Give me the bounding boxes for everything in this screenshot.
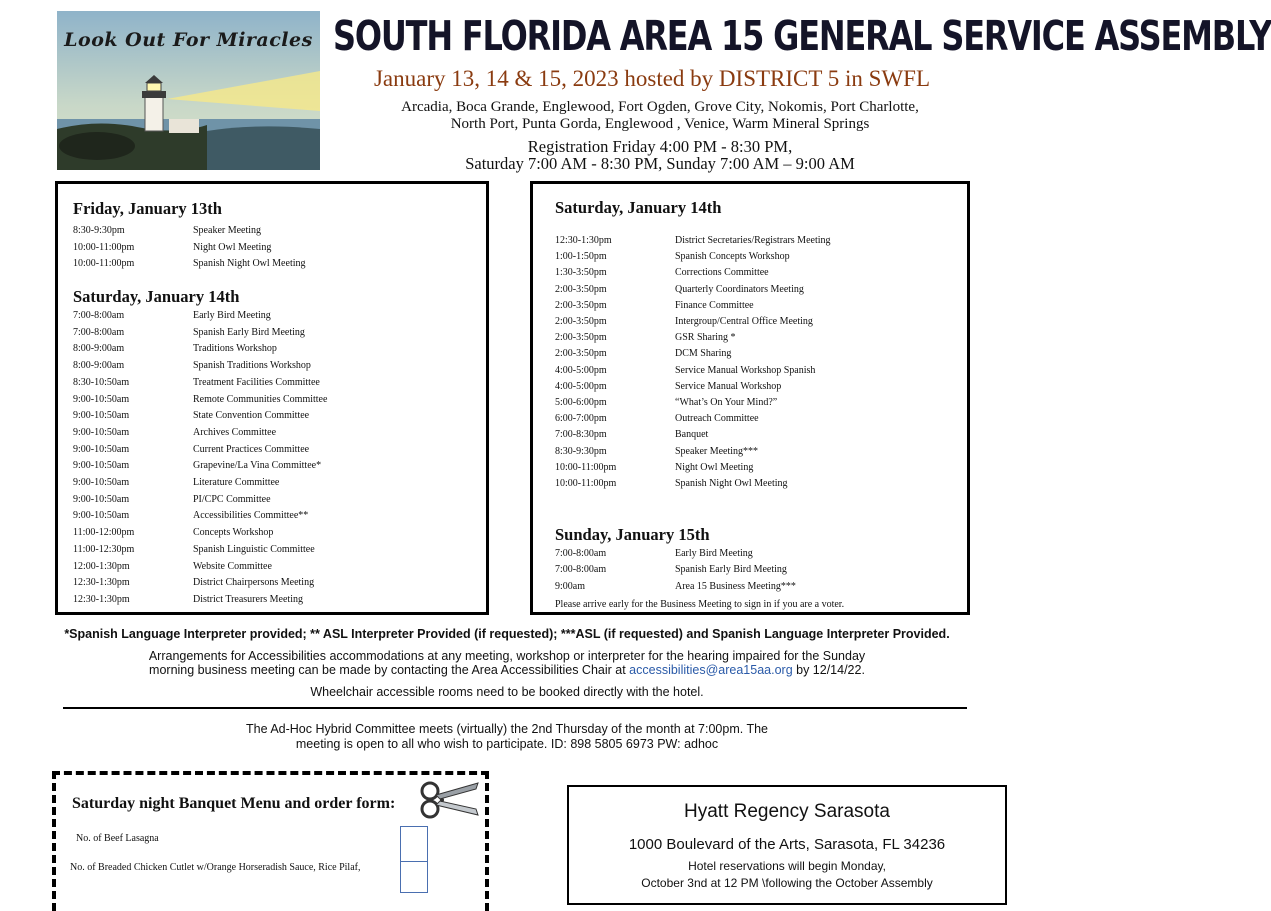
- schedule-event: Spanish Traditions Workshop: [193, 360, 311, 372]
- schedule-event: Literature Committee: [193, 477, 280, 488]
- schedule-event: District Treasurers Meeting: [193, 593, 303, 605]
- schedule-row: [73, 544, 433, 558]
- schedule-time: 7:00-8:00am: [555, 548, 607, 559]
- schedule-row: [73, 242, 433, 256]
- schedule-time: 9:00-10:50am: [73, 426, 130, 438]
- schedule-event: Spanish Linguistic Committee: [193, 543, 315, 555]
- schedule-event: Outreach Committee: [675, 413, 759, 425]
- chicken-cutlet-label: No. of Breaded Chicken Cutlet w/Orange Horseradish Sauce, Rice Pilaf,: [70, 862, 361, 873]
- schedule-event: Banquet: [675, 429, 709, 441]
- schedule-row: [555, 267, 915, 281]
- schedule-row: [73, 460, 433, 474]
- saturday-heading: Saturday, January 14th: [73, 287, 240, 306]
- schedule-time: 2:00-3:50pm: [555, 316, 607, 327]
- registration-line-1: Registration Friday 4:00 PM - 8:30 PM,: [527, 137, 793, 156]
- schedule-event: Accessibilities Committee**: [193, 510, 309, 522]
- schedule-time: 7:00-8:00am: [73, 326, 125, 338]
- schedule-event: Speaker Meeting***: [675, 445, 759, 457]
- schedule-row: [555, 235, 915, 249]
- schedule-row: [73, 394, 433, 408]
- schedule-row: [73, 577, 433, 591]
- schedule-event: Current Practices Committee: [193, 443, 310, 455]
- schedule-row: [555, 446, 915, 460]
- schedule-event: Early Bird Meeting: [193, 310, 271, 321]
- saturday-heading-right: Saturday, January 14th: [555, 198, 722, 217]
- schedule-time: 7:00-8:00am: [73, 310, 125, 321]
- sunday-heading: Sunday, January 15th: [555, 525, 710, 544]
- schedule-row: [555, 316, 915, 330]
- schedule-event: Quarterly Coordinators Meeting: [675, 283, 804, 295]
- schedule-row: [73, 444, 433, 458]
- schedule-row: [73, 410, 433, 424]
- schedule-row: [73, 561, 433, 575]
- schedule-row: [73, 594, 433, 608]
- schedule-time: 12:00-1:30pm: [73, 560, 130, 572]
- scissors-icon: [418, 777, 482, 824]
- chicken-quantity-box[interactable]: [400, 861, 428, 893]
- schedule-time: 9:00-10:50am: [73, 410, 130, 422]
- divider: [63, 707, 967, 709]
- schedule-time: 12:30-1:30pm: [73, 577, 130, 589]
- schedule-event: “What’s On Your Mind?”: [675, 397, 778, 408]
- wheelchair-note: Wheelchair accessible rooms need to be booked directly with the hotel.: [310, 685, 704, 699]
- schedule-time: 2:00-3:50pm: [555, 283, 607, 295]
- accessibility-arrangements-line-2: [40, 663, 974, 677]
- schedule-event: Intergroup/Central Office Meeting: [675, 316, 813, 327]
- schedule-time: 9:00-10:50am: [73, 510, 130, 522]
- schedule-event: Website Committee: [193, 560, 272, 572]
- banquet-title: Saturday night Banquet Menu and order form:: [72, 795, 396, 812]
- arrangements-deadline: by 12/14/22.: [792, 663, 865, 677]
- schedule-row: [555, 300, 915, 314]
- schedule-event: Spanish Early Bird Meeting: [193, 326, 305, 338]
- schedule-event: Service Manual Workshop: [675, 380, 782, 392]
- schedule-event: Speaker Meeting: [193, 225, 262, 236]
- schedule-row: [555, 332, 915, 346]
- schedule-time: 12:30-1:30pm: [555, 235, 612, 246]
- schedule-row: [555, 478, 915, 492]
- schedule-row: [73, 258, 433, 272]
- schedule-event: Spanish Night Owl Meeting: [675, 478, 788, 489]
- schedule-row: [73, 225, 433, 239]
- hotel-reservations-line-1: Hotel reservations will begin Monday,: [688, 859, 886, 873]
- accessibilities-email-link[interactable]: accessibilities@area15aa.org: [629, 663, 793, 677]
- schedule-time: 10:00-11:00pm: [555, 478, 617, 489]
- schedule-time: 1:30-3:50pm: [555, 267, 607, 279]
- beef-lasagna-label: No. of Beef Lasagna: [76, 833, 159, 844]
- schedule-row: [555, 548, 915, 562]
- lighthouse-logo-image: [57, 11, 320, 170]
- schedule-time: 10:00-11:00pm: [73, 258, 135, 270]
- schedule-row: [555, 365, 915, 379]
- schedule-event: Spanish Night Owl Meeting: [193, 258, 306, 270]
- schedule-event: State Convention Committee: [193, 410, 310, 422]
- schedule-row: [73, 360, 433, 374]
- schedule-event: District Chairpersons Meeting: [193, 577, 315, 589]
- schedule-time: 1:00-1:50pm: [555, 251, 607, 263]
- schedule-event: Early Bird Meeting: [675, 548, 753, 559]
- schedule-time: 8:00-9:00am: [73, 360, 125, 372]
- page-title: SOUTH FLORIDA AREA 15 GENERAL SERVICE ASSEMBLY: [333, 12, 1271, 60]
- schedule-time: 11:00-12:00pm: [73, 527, 135, 539]
- schedule-row: [73, 343, 433, 357]
- schedule-time: 4:00-5:00pm: [555, 364, 607, 376]
- banquet-order-form: [52, 771, 489, 911]
- schedule-row: [555, 348, 915, 362]
- schedule-row: [73, 377, 433, 391]
- logo-text: Look Out For Miracles: [64, 29, 313, 51]
- schedule-row: [73, 477, 433, 491]
- schedule-event: District Secretaries/Registrars Meeting: [675, 235, 831, 246]
- schedule-event: Night Owl Meeting: [675, 461, 754, 473]
- schedule-row: [555, 429, 915, 443]
- adhoc-line-1: The Ad-Hoc Hybrid Committee meets (virtually) the 2nd Thursday of the month at 7:00pm. The: [246, 722, 768, 736]
- schedule-time: 5:00-6:00pm: [555, 397, 607, 408]
- schedule-row: [555, 413, 915, 427]
- schedule-row: [555, 397, 915, 411]
- schedule-box-left: [55, 181, 489, 615]
- schedule-row: [555, 564, 915, 578]
- business-meeting-note: Please arrive early for the Business Meeting to sign in if you are a voter.: [555, 599, 845, 610]
- schedule-event: Area 15 Business Meeting***: [675, 580, 796, 592]
- arrangements-text: morning business meeting can be made by contacting the Area Accessibilities Chair at: [149, 663, 630, 677]
- schedule-time: 2:00-3:50pm: [555, 299, 607, 311]
- schedule-time: 6:00-7:00pm: [555, 413, 607, 425]
- cities-line-1: Arcadia, Boca Grande, Englewood, Fort Ogden, Grove City, Nokomis, Port Charlotte,: [401, 99, 919, 115]
- schedule-time: 4:00-5:00pm: [555, 380, 607, 392]
- schedule-row: [73, 494, 433, 508]
- schedule-time: 2:00-3:50pm: [555, 348, 607, 360]
- schedule-row: [555, 462, 915, 476]
- cities-line-2: North Port, Punta Gorda, Englewood , Venice, Warm Mineral Springs: [450, 116, 870, 132]
- schedule-time: 7:00-8:00am: [555, 564, 607, 576]
- schedule-row: [73, 310, 433, 324]
- hotel-info-box: [567, 785, 1007, 905]
- hotel-address: 1000 Boulevard of the Arts, Sarasota, FL 34236: [628, 836, 946, 853]
- hotel-name: Hyatt Regency Sarasota: [684, 801, 890, 822]
- schedule-event: Concepts Workshop: [193, 527, 274, 539]
- schedule-time: 10:00-11:00pm: [555, 461, 617, 473]
- registration-line-2: Saturday 7:00 AM - 8:30 PM, Sunday 7:00 AM – 9:00 AM: [465, 154, 855, 173]
- schedule-event: Finance Committee: [675, 299, 754, 311]
- schedule-event: Treatment Facilities Committee: [193, 376, 320, 388]
- schedule-row: [73, 327, 433, 341]
- schedule-time: 8:30-10:50am: [73, 376, 130, 388]
- schedule-event: Service Manual Workshop Spanish: [675, 364, 816, 376]
- event-dates: January 13, 14 & 15, 2023 hosted by DISTRICT 5 in SWFL: [373, 66, 931, 91]
- schedule-event: Grapevine/La Vina Committee*: [193, 460, 322, 472]
- schedule-event: GSR Sharing *: [675, 332, 736, 344]
- schedule-row: [555, 581, 915, 595]
- schedule-time: 8:30-9:30pm: [555, 445, 607, 457]
- schedule-time: 9:00-10:50am: [73, 443, 130, 455]
- schedule-event: Corrections Committee: [675, 267, 769, 279]
- schedule-row: [73, 427, 433, 441]
- schedule-time: 10:00-11:00pm: [73, 241, 135, 253]
- schedule-event: Traditions Workshop: [193, 343, 277, 355]
- schedule-row: [73, 527, 433, 541]
- schedule-time: 9:00am: [555, 580, 585, 592]
- hotel-reservations-line-2: October 3nd at 12 PM \following the October Assembly: [641, 876, 933, 890]
- schedule-time: 8:30-9:30pm: [73, 225, 125, 236]
- schedule-event: Remote Communities Committee: [193, 393, 328, 405]
- schedule-event: Spanish Concepts Workshop: [675, 251, 790, 263]
- schedule-time: 11:00-12:30pm: [73, 543, 135, 555]
- beef-quantity-box[interactable]: [400, 826, 428, 862]
- schedule-event: DCM Sharing: [675, 348, 732, 360]
- schedule-event: Archives Committee: [193, 426, 277, 438]
- schedule-time: 12:30-1:30pm: [73, 593, 130, 605]
- schedule-event: Night Owl Meeting: [193, 241, 272, 253]
- schedule-box-right: [530, 181, 970, 615]
- schedule-row: [73, 510, 433, 524]
- schedule-time: 7:00-8:30pm: [555, 429, 607, 441]
- schedule-time: 9:00-10:50am: [73, 493, 130, 505]
- schedule-time: 2:00-3:50pm: [555, 332, 607, 344]
- schedule-time: 8:00-9:00am: [73, 343, 125, 355]
- friday-heading: Friday, January 13th: [73, 199, 222, 218]
- schedule-event: Spanish Early Bird Meeting: [675, 564, 787, 576]
- interpreter-footnote: *Spanish Language Interpreter provided; ** ASL Interpreter Provided (if requested); ***ASL (if requested) and Spanish Language Interpreter Provided.: [64, 627, 950, 641]
- schedule-time: 9:00-10:50am: [73, 477, 130, 488]
- schedule-row: [555, 284, 915, 298]
- schedule-row: [555, 251, 915, 265]
- accessibility-arrangements-line-1: Arrangements for Accessibilities accommodations at any meeting, workshop or interpreter for the hearing impaired for the Sunday: [148, 649, 866, 663]
- adhoc-line-2: meeting is open to all who wish to participate. ID: 898 5805 6973 PW: adhoc: [295, 737, 719, 751]
- schedule-row: [555, 381, 915, 395]
- schedule-time: 9:00-10:50am: [73, 460, 130, 472]
- schedule-event: PI/CPC Committee: [193, 493, 271, 505]
- schedule-time: 9:00-10:50am: [73, 393, 130, 405]
